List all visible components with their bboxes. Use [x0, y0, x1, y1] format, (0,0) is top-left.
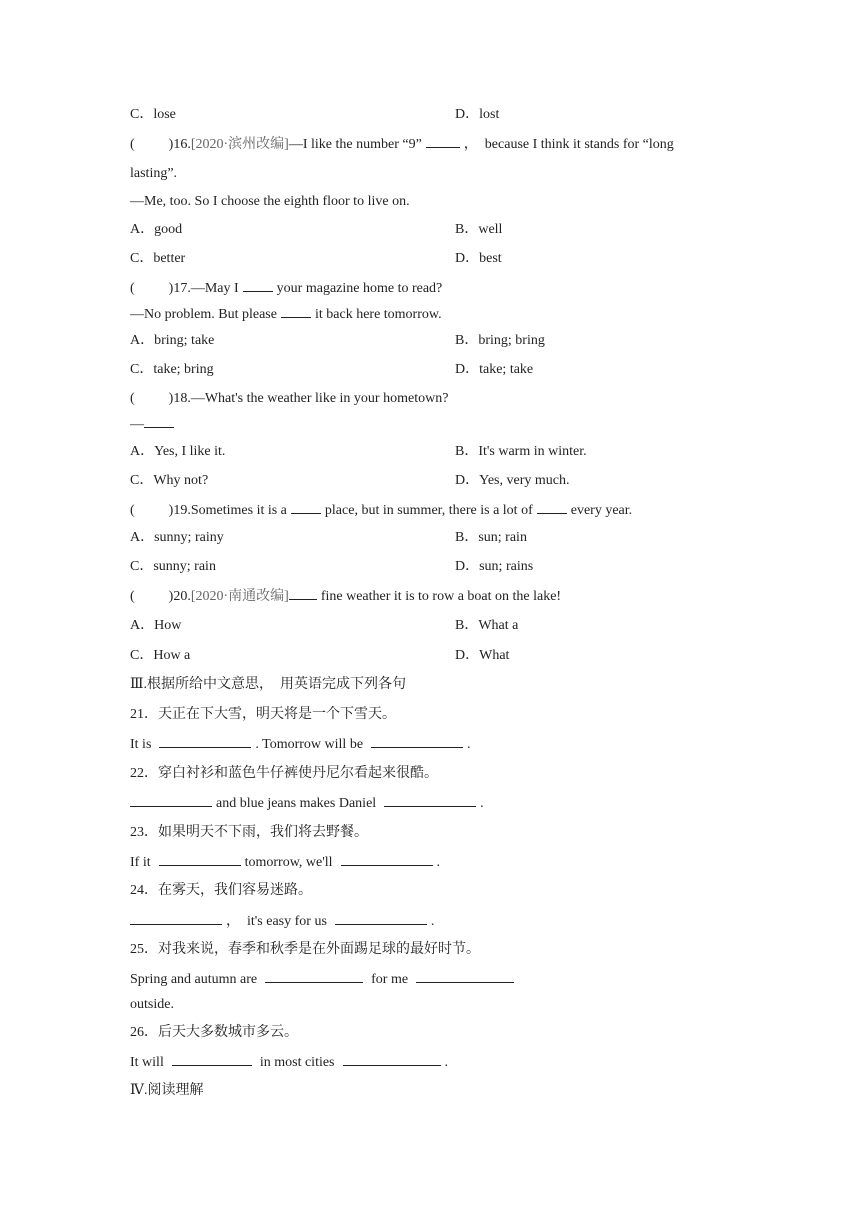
- question-text: tomorrow, we'll: [244, 855, 333, 870]
- q17-option-a: A．bring; take: [130, 333, 215, 348]
- answer-blank[interactable]: [343, 1053, 441, 1066]
- answer-blank[interactable]: [159, 853, 241, 866]
- question-text: ，: [226, 914, 240, 929]
- q19-option-c: C．sunny; rain: [130, 559, 216, 574]
- question-text: .: [430, 914, 435, 929]
- question-17: [130, 279, 442, 298]
- q19-option-a: A．sunny; rainy: [130, 530, 224, 545]
- question-text: —I like the number “9”: [288, 137, 422, 152]
- answer-blank[interactable]: [371, 735, 463, 748]
- answer-blank[interactable]: [265, 970, 363, 983]
- q15-option-c: C．lose: [130, 107, 176, 122]
- q19-option-d: D．sun; rains: [455, 559, 534, 574]
- question-text: —What's the weather like in your hometown?: [190, 391, 449, 406]
- question-23-chinese: 23．如果明天不下雨，我们将去野餐。: [130, 825, 368, 840]
- question-source: [2020·南通改编]: [190, 589, 289, 604]
- question-text: It is: [130, 737, 152, 752]
- answer-bracket-close: ): [168, 281, 174, 296]
- question-text: —May I: [190, 281, 239, 296]
- question-25-chinese: 25．对我来说，春季和秋季是在外面踢足球的最好时节。: [130, 942, 480, 957]
- question-text: it back here tomorrow.: [314, 307, 442, 322]
- answer-bracket-open: (: [130, 391, 135, 406]
- question-text: It will: [130, 1055, 164, 1070]
- q18-option-c: C．Why not?: [130, 473, 209, 488]
- question-text: in most cities: [259, 1055, 335, 1070]
- answer-bracket-open: (: [130, 589, 135, 604]
- question-text: your magazine home to read?: [276, 281, 443, 296]
- question-25-continued: outside.: [130, 997, 174, 1012]
- answer-blank[interactable]: [144, 415, 174, 428]
- question-24: [130, 912, 434, 931]
- question-21: [130, 735, 471, 754]
- answer-blank[interactable]: [335, 912, 427, 925]
- question-21-chinese: 21．天正在下大雪，明天将是一个下雪天。: [130, 707, 396, 722]
- answer-blank[interactable]: [130, 912, 222, 925]
- answer-bracket-close: ): [168, 391, 174, 406]
- q20-option-a: A．How: [130, 618, 182, 633]
- question-text: If it: [130, 855, 151, 870]
- answer-blank[interactable]: [426, 135, 460, 148]
- question-25: [130, 970, 518, 989]
- answer-blank[interactable]: [281, 305, 311, 318]
- answer-blank[interactable]: [291, 501, 321, 514]
- question-text: Spring and autumn are: [130, 972, 258, 987]
- answer-blank[interactable]: [243, 279, 273, 292]
- answer-blank[interactable]: [416, 970, 514, 983]
- section-4-title: Ⅳ.阅读理解: [130, 1083, 204, 1098]
- question-16-continued: lasting”.: [130, 166, 178, 181]
- question-number: 20.: [173, 589, 191, 604]
- question-text: Sometimes it is a: [190, 503, 287, 518]
- question-text: .: [436, 855, 441, 870]
- question-text: —No problem. But please: [130, 307, 277, 322]
- question-16: [130, 135, 674, 154]
- answer-bracket-open: (: [130, 137, 135, 152]
- question-source: [2020·滨州改编]: [190, 137, 289, 152]
- question-16-reply: —Me, too. So I choose the eighth floor to live on.: [130, 194, 410, 209]
- q16-option-b: B．well: [455, 222, 503, 237]
- answer-blank[interactable]: [341, 853, 433, 866]
- question-19: [130, 501, 632, 520]
- q18-option-d: D．Yes, very much.: [455, 473, 570, 488]
- question-text: for me: [371, 972, 409, 987]
- question-18-reply: [130, 415, 178, 434]
- answer-bracket-open: (: [130, 503, 135, 518]
- question-text: .: [480, 796, 484, 811]
- question-number: 18.: [173, 391, 191, 406]
- answer-blank[interactable]: [172, 1053, 252, 1066]
- q17-option-c: C．take; bring: [130, 362, 214, 377]
- answer-blank[interactable]: [384, 794, 476, 807]
- section-3-title: Ⅲ.根据所给中文意思， 用英语完成下列各句: [130, 677, 406, 692]
- question-number: 17.: [173, 281, 191, 296]
- question-text: it's easy for us: [247, 914, 327, 929]
- question-23: [130, 853, 440, 872]
- q16-option-c: C．better: [130, 251, 186, 266]
- q17-option-b: B．bring; bring: [455, 333, 545, 348]
- question-18: [130, 390, 448, 408]
- question-text: fine weather it is to row a boat on the lake!: [320, 589, 562, 604]
- question-text: . Tomorrow will be: [255, 737, 364, 752]
- q19-option-b: B．sun; rain: [455, 530, 527, 545]
- answer-blank[interactable]: [159, 735, 251, 748]
- q15-option-d: D．lost: [455, 107, 500, 122]
- question-22-chinese: 22．穿白衬衫和蓝色牛仔裤使丹尼尔看起来很酷。: [130, 766, 438, 781]
- q20-option-c: C．How a: [130, 648, 191, 663]
- question-text: ， because I think it stands for “long: [463, 137, 674, 152]
- question-number: 19.: [173, 503, 191, 518]
- question-text: —: [130, 417, 144, 432]
- question-text: and blue jeans makes Daniel: [216, 796, 377, 811]
- q18-option-a: A．Yes, I like it.: [130, 444, 226, 459]
- answer-blank[interactable]: [537, 501, 567, 514]
- question-text: every year.: [570, 503, 633, 518]
- q18-option-b: B．It's warm in winter.: [455, 444, 587, 459]
- answer-blank[interactable]: [130, 794, 212, 807]
- question-22: [130, 794, 484, 813]
- q16-option-d: D．best: [455, 251, 502, 266]
- question-24-chinese: 24．在雾天，我们容易迷路。: [130, 883, 312, 898]
- question-text: place, but in summer, there is a lot of: [324, 503, 533, 518]
- question-26-chinese: 26．后天大多数城市多云。: [130, 1025, 298, 1040]
- answer-bracket-open: (: [130, 281, 135, 296]
- question-20: [130, 587, 561, 606]
- q20-option-b: B．What a: [455, 618, 519, 633]
- question-17-reply: [130, 305, 442, 324]
- answer-bracket-close: ): [168, 503, 174, 518]
- question-text: .: [444, 1055, 449, 1070]
- q20-option-d: D．What: [455, 648, 510, 663]
- question-number: 16.: [173, 137, 191, 152]
- question-26: [130, 1053, 448, 1072]
- answer-bracket-close: ): [168, 137, 174, 152]
- q16-option-a: A．good: [130, 222, 183, 237]
- question-text: .: [467, 737, 471, 752]
- answer-blank[interactable]: [289, 587, 317, 600]
- q17-option-d: D．take; take: [455, 362, 534, 377]
- answer-bracket-close: ): [168, 589, 174, 604]
